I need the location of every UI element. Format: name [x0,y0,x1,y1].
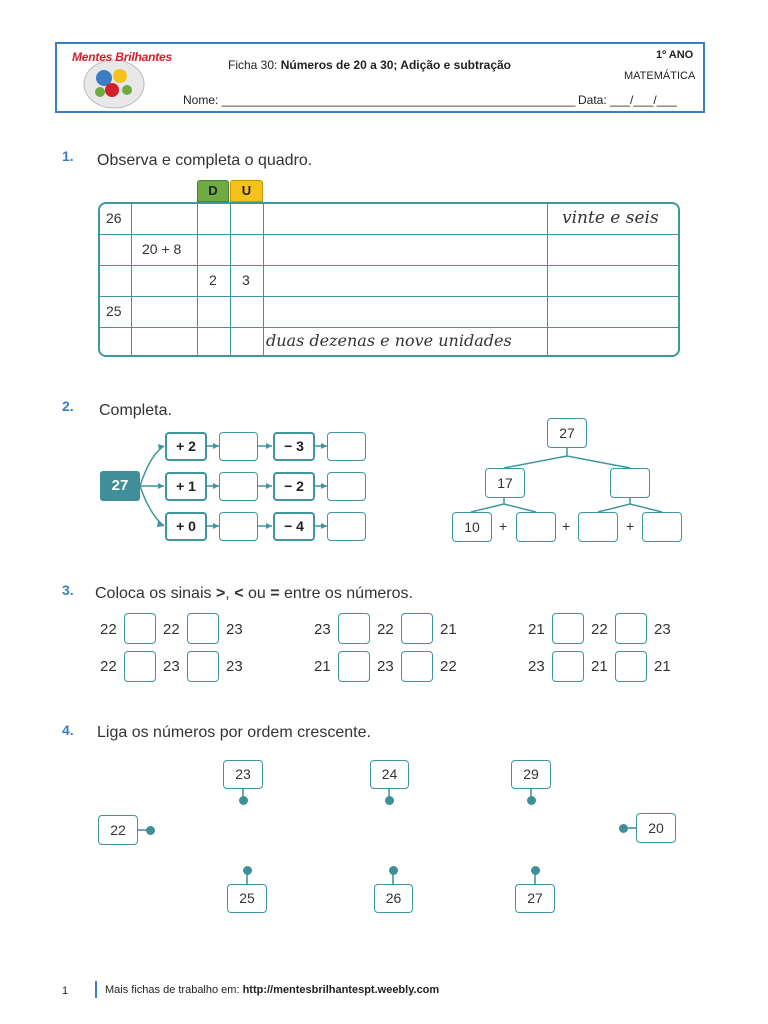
start-number: 27 [100,471,140,501]
compare-number: 23 [528,658,545,675]
column-header-unidades: U [230,180,263,202]
compare-number: 23 [377,658,394,675]
exercise-4-number: 4. [62,722,74,738]
exercise-1-number: 1. [62,148,74,164]
compare-number: 21 [591,658,608,675]
subject-label: MATEMÁTICA [624,70,696,82]
compare-number: 21 [528,621,545,638]
compare-number: 21 [440,621,457,638]
plus-sign: + [626,518,635,534]
name-field[interactable]: Nome: _____________________________________________________ [183,93,576,107]
table-cell-units: 3 [242,272,250,288]
sequence-number-box: 25 [227,884,267,913]
compare-number: 21 [654,658,671,675]
logo-text: Mentes Brilhantes [72,50,172,64]
tree-top-box: 27 [547,418,587,448]
exercise-2-number: 2. [62,398,74,414]
exercise-3-title: Coloca os sinais >, < ou = entre os números. [95,585,413,602]
plus-sign: + [499,518,508,534]
compare-number: 22 [591,621,608,638]
operation-box: + 2 [165,432,207,461]
table-cell-description: duas dezenas e nove unidades [266,331,512,350]
compare-number: 21 [314,658,331,675]
operation-box: − 3 [273,432,315,461]
plus-sign: + [562,518,571,534]
compare-number: 22 [163,621,180,638]
compare-number: 23 [314,621,331,638]
exercise-2-title: Completa. [99,402,172,419]
compare-number: 22 [100,621,117,638]
connector-dot[interactable] [527,796,536,805]
table-cell-sum: 20 + 8 [142,241,182,257]
footer-link[interactable]: http://mentesbrilhantespt.weebly.com [242,984,440,996]
footer-divider [95,981,97,998]
sequence-number-box: 20 [636,813,676,843]
compare-number: 22 [377,621,394,638]
sequence-number-box: 23 [223,760,263,789]
operation-box: − 2 [273,472,315,501]
compare-number: 23 [226,658,243,675]
column-header-dezenas: D [197,180,229,202]
compare-number: 23 [163,658,180,675]
exercise-4-title: Liga os números por ordem crescente. [97,724,371,741]
exercise-3-number: 3. [62,582,74,598]
connector-dot[interactable] [239,796,248,805]
compare-number: 22 [440,658,457,675]
date-field[interactable]: Data: ___/___/___ [578,93,677,107]
table-cell-number: 26 [106,210,122,226]
tree-bottom-box: 10 [452,512,492,542]
exercise-1-title: Observa e completa o quadro. [97,152,313,169]
connector-dot[interactable] [389,866,398,875]
worksheet-title: Ficha 30: Números de 20 a 30; Adição e subtração [228,58,512,72]
tree-mid-box: 17 [485,468,525,498]
page-number: 1 [62,985,69,997]
table-cell-number: 25 [106,303,122,319]
sequence-number-box: 26 [374,884,413,913]
compare-number: 23 [654,621,671,638]
operation-box: + 0 [165,512,207,541]
compare-number: 22 [100,658,117,675]
compare-number: 23 [226,621,243,638]
sequence-number-box: 27 [515,884,555,913]
connector-dot[interactable] [243,866,252,875]
connector-dot[interactable] [531,866,540,875]
operation-box: + 1 [165,472,207,501]
table-cell-words: vinte e seis [562,208,659,228]
sequence-number-box: 24 [370,760,409,789]
footer-text: Mais fichas de trabalho em: http://mentesbrilhantespt.weebly.com [105,984,440,996]
sequence-number-box: 29 [511,760,551,789]
operation-box: − 4 [273,512,315,541]
connector-dot[interactable] [385,796,394,805]
connector-dot[interactable] [146,826,155,835]
sequence-number-box: 22 [98,815,138,845]
grade-label: 1º ANO [656,49,694,61]
connector-dot[interactable] [619,824,628,833]
table-cell-tens: 2 [209,272,217,288]
